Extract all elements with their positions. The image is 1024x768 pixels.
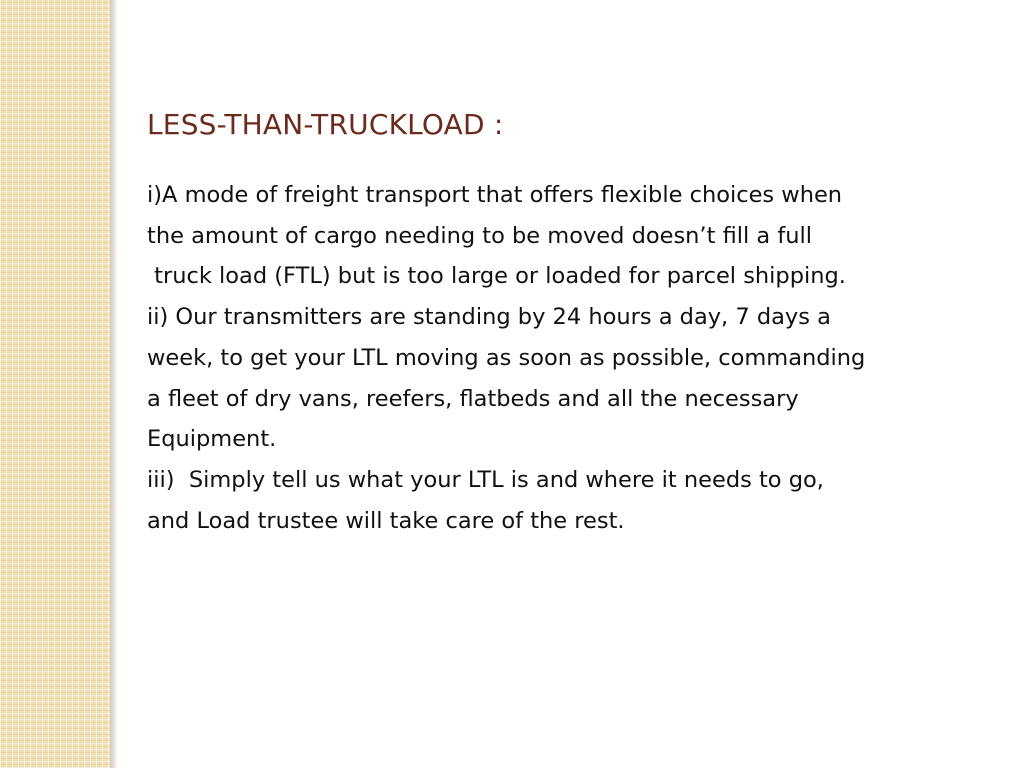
body-line: Equipment. <box>147 426 277 453</box>
side-band-shadow <box>110 0 118 768</box>
body-line: the amount of cargo needing to be moved doesn’t fill a full <box>147 222 813 249</box>
body-line: truck load (FTL) but is too large or loaded for parcel shipping. <box>147 263 846 290</box>
body-line: ii) Our transmitters are standing by 24 hours a day, 7 days a <box>147 304 831 331</box>
slide-title: LESS-THAN-TRUCKLOAD : <box>147 108 504 141</box>
body-line: iii) Simply tell us what your LTL is and where it needs to go, <box>147 466 824 493</box>
decorative-side-band <box>0 0 110 768</box>
body-line: i)A mode of freight transport that offers flexible choices when <box>147 182 843 208</box>
body-line: a fleet of dry vans, reefers, flatbeds and all the necessary <box>147 385 799 412</box>
slide-body <box>147 175 1019 541</box>
body-line: and Load trustee will take care of the rest. <box>147 507 625 534</box>
body-line: week, to get your LTL moving as soon as possible, commanding <box>147 344 866 371</box>
